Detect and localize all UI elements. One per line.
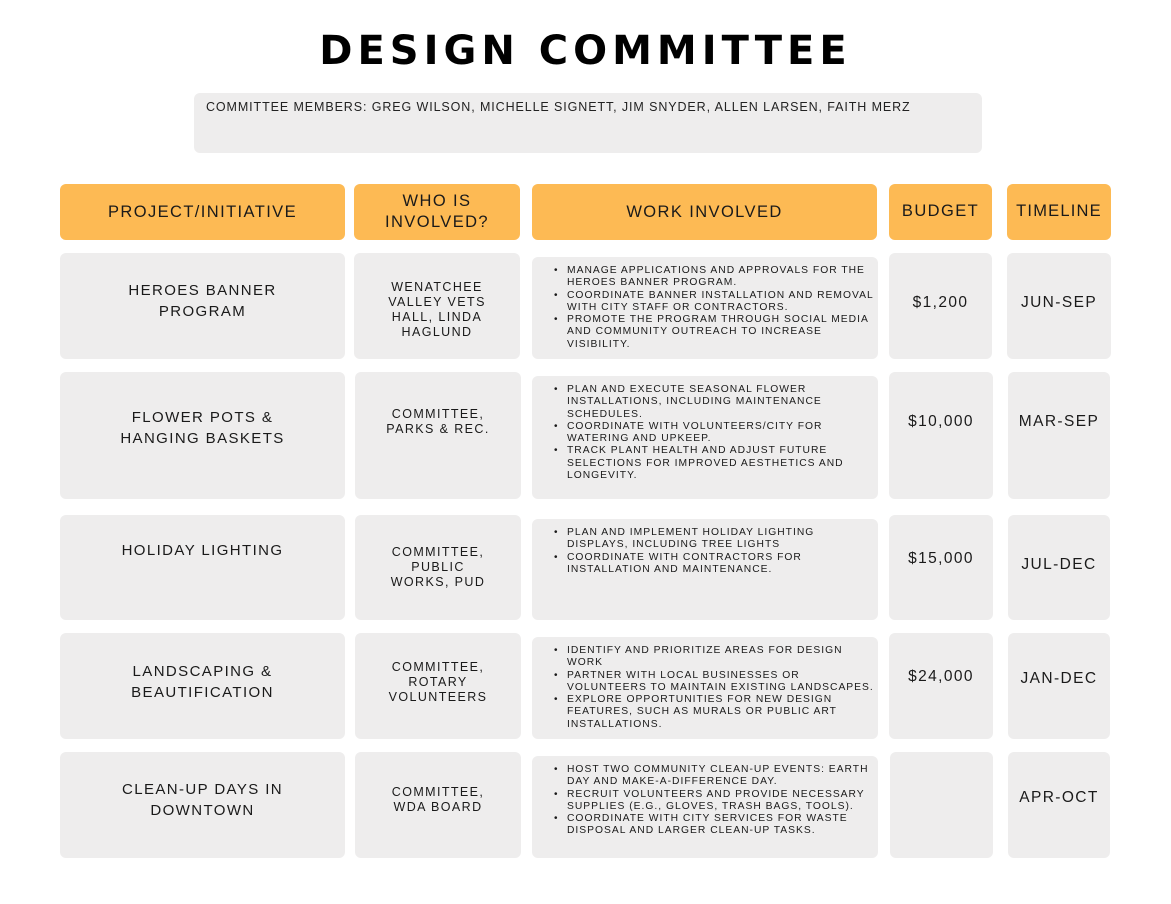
header-budget: BUDGET [889,184,992,240]
work-item: • PLAN AND EXECUTE SEASONAL FLOWER INSTALLATIONS, INCLUDING MAINTENANCE SCHEDULES. [536,384,876,421]
who-cell: COMMITTEE, PUBLIC WORKS, PUD [355,515,521,620]
header-project: PROJECT/INITIATIVE [60,184,345,240]
header-work: WORK INVOLVED [532,184,877,240]
timeline-cell: JAN-DEC [1008,633,1110,739]
timeline-cell: MAR-SEP [1008,372,1110,499]
timeline-cell: JUL-DEC [1008,515,1110,620]
work-item: • PLAN AND IMPLEMENT HOLIDAY LIGHTING DISPLAYS, INCLUDING TREE LIGHTS [536,527,876,552]
work-item: • HOST TWO COMMUNITY CLEAN-UP EVENTS: EARTH DAY AND MAKE-A-DIFFERENCE DAY. [536,764,876,789]
work-cell [532,637,878,739]
work-list [536,265,876,351]
budget-cell: $10,000 [889,372,993,499]
project-cell: FLOWER POTS & HANGING BASKETS [60,372,345,499]
who-cell: COMMITTEE, ROTARY VOLUNTEERS [355,633,521,739]
work-item: • COORDINATE WITH VOLUNTEERS/CITY FOR WATERING AND UPKEEP. [536,421,876,446]
work-item: • TRACK PLANT HEALTH AND ADJUST FUTURE SELECTIONS FOR IMPROVED AESTHETICS AND LONGEVITY. [536,445,876,482]
work-item: • PROMOTE THE PROGRAM THROUGH SOCIAL MEDIA AND COMMUNITY OUTREACH TO INCREASE VISIBILITY. [536,314,876,351]
work-list [536,527,876,576]
page-title: DESIGN COMMITTEE [319,28,852,74]
work-item: • COORDINATE WITH CONTRACTORS FOR INSTALLATION AND MAINTENANCE. [536,552,876,577]
budget-cell [890,752,993,858]
timeline-cell: APR-OCT [1008,752,1110,858]
work-cell [532,756,878,858]
project-cell: HOLIDAY LIGHTING [60,515,345,620]
work-item: • COORDINATE WITH CITY SERVICES FOR WASTE DISPOSAL AND LARGER CLEAN-UP TASKS. [536,813,876,838]
work-list [536,384,876,482]
project-cell: CLEAN-UP DAYS IN DOWNTOWN [60,752,345,858]
work-list [536,645,876,731]
header-who: WHO IS INVOLVED? [354,184,520,240]
header-timeline: TIMELINE [1007,184,1111,240]
work-item: • IDENTIFY AND PRIORITIZE AREAS FOR DESIGN WORK [536,645,876,670]
work-item: • EXPLORE OPPORTUNITIES FOR NEW DESIGN FEATURES, SUCH AS MURALS OR PUBLIC ART INSTALLATIONS. [536,694,876,731]
project-cell: LANDSCAPING & BEAUTIFICATION [60,633,345,739]
timeline-cell: JUN-SEP [1007,253,1111,359]
who-cell: COMMITTEE, PARKS & REC. [355,372,521,499]
work-item: • COORDINATE BANNER INSTALLATION AND REMOVAL WITH CITY STAFF OR CONTRACTORS. [536,290,876,315]
budget-cell: $1,200 [889,253,992,359]
who-cell: COMMITTEE, WDA BOARD [355,752,521,858]
work-cell [532,376,878,499]
work-list [536,764,876,838]
work-cell [532,257,878,359]
project-cell: HEROES BANNER PROGRAM [60,253,345,359]
budget-cell: $15,000 [889,515,993,620]
work-item: • PARTNER WITH LOCAL BUSINESSES OR VOLUNTEERS TO MAINTAIN EXISTING LANDSCAPES. [536,670,876,695]
work-item: • RECRUIT VOLUNTEERS AND PROVIDE NECESSARY SUPPLIES (E.G., GLOVES, TRASH BAGS, TOOLS). [536,789,876,814]
who-cell: WENATCHEE VALLEY VETS HALL, LINDA HAGLUND [354,253,520,359]
work-cell [532,519,878,620]
work-item: • MANAGE APPLICATIONS AND APPROVALS FOR THE HEROES BANNER PROGRAM. [536,265,876,290]
budget-cell: $24,000 [889,633,993,739]
committee-members: COMMITTEE MEMBERS: GREG WILSON, MICHELLE SIGNETT, JIM SNYDER, ALLEN LARSEN, FAITH MERZ [194,93,982,153]
